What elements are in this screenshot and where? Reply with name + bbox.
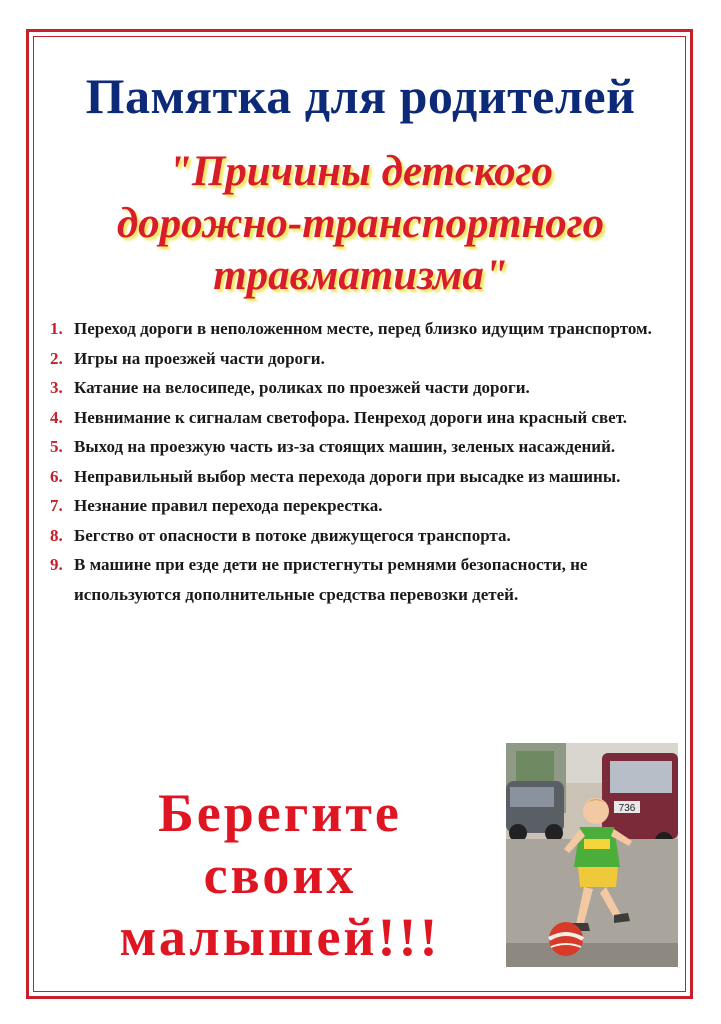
item-number: 8. bbox=[50, 525, 63, 545]
list-item bbox=[50, 344, 690, 374]
item-text: В машине при езде дети не пристегнуты ремнями безопасности, не используются дополнительные средства перевозки детей. bbox=[74, 555, 588, 604]
list-item bbox=[50, 432, 690, 462]
list-item bbox=[50, 314, 690, 344]
item-text: Бегство от опасности в потоке движущегося транспорта. bbox=[74, 525, 511, 545]
item-number: 5. bbox=[50, 437, 63, 456]
slogan-line: своих bbox=[203, 845, 357, 905]
item-text: Неправильный выбор места перехода дороги при высадке из машины. bbox=[74, 466, 621, 486]
subtitle-line: дорожно-транспортного bbox=[116, 200, 605, 247]
slogan-line: малышей!!! bbox=[119, 907, 441, 967]
item-number: 7. bbox=[50, 496, 63, 515]
slogan-line: Берегите bbox=[158, 783, 402, 843]
slogan bbox=[60, 782, 500, 968]
page-subtitle bbox=[40, 146, 681, 302]
list-item bbox=[50, 521, 690, 551]
list-item bbox=[50, 491, 690, 521]
item-number: 9. bbox=[50, 555, 63, 574]
child-kicking-ball-on-road-icon bbox=[506, 743, 678, 967]
item-text: Игры на проезжей части дороги. bbox=[74, 348, 325, 368]
item-text: Незнание правил перехода перекрестка. bbox=[74, 496, 383, 515]
list-item bbox=[50, 462, 690, 492]
item-number: 2. bbox=[50, 348, 63, 368]
item-number: 1. bbox=[50, 319, 63, 338]
subtitle-line: "Причины детского bbox=[167, 148, 554, 195]
van-license-plate: 736 bbox=[618, 803, 636, 814]
item-number: 6. bbox=[50, 466, 63, 486]
list-item bbox=[50, 403, 690, 433]
item-text: Выход на проезжую часть из-за стоящих машин, зеленых насаждений. bbox=[74, 437, 616, 456]
subtitle-line: травматизма" bbox=[213, 252, 508, 299]
item-number: 4. bbox=[50, 407, 63, 427]
page-title: Памятка для родителей bbox=[85, 68, 636, 124]
list-item bbox=[50, 550, 690, 609]
item-number: 3. bbox=[50, 378, 63, 397]
list-item bbox=[50, 373, 690, 403]
item-text: Переход дороги в неположенном месте, перед близко идущим транспортом. bbox=[74, 319, 652, 338]
item-text: Невнимание к сигналам светофора. Пенреход дороги ина красный свет. bbox=[74, 407, 628, 427]
causes-list bbox=[50, 314, 690, 609]
item-text: Катание на велосипеде, роликах по проезжей части дороги. bbox=[74, 378, 530, 397]
